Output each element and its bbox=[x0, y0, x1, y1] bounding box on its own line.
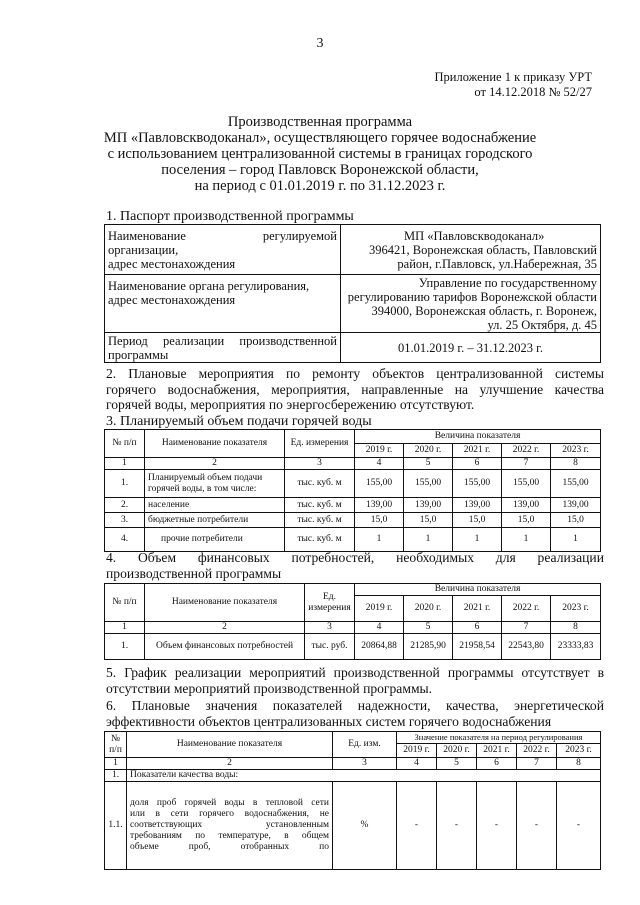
index-row bbox=[105, 622, 601, 634]
value-cell: 23333,83 bbox=[551, 634, 601, 660]
index-cell: 5 bbox=[437, 758, 477, 770]
index-cell: 6 bbox=[453, 622, 502, 634]
row-num: 1.1. bbox=[105, 782, 127, 870]
hot-water-volume-table bbox=[104, 429, 601, 552]
title-line: поселения – город Павловск Воронежской области, bbox=[161, 162, 479, 178]
section-3-heading: 3. Планируемый объем подачи горячей воды bbox=[106, 414, 372, 429]
section-2-text bbox=[106, 366, 604, 413]
table-header-row bbox=[105, 584, 601, 596]
index-cell: 6 bbox=[477, 758, 517, 770]
value-cell: 155,00 bbox=[453, 470, 502, 498]
header-num: № п/п bbox=[105, 430, 145, 458]
value-cell: 15,0 bbox=[502, 513, 551, 528]
row-num: 3. bbox=[105, 513, 145, 528]
year-cell: 2022 г. bbox=[502, 596, 551, 622]
passport-value bbox=[341, 225, 601, 275]
row-name: прочие потребители bbox=[145, 528, 285, 552]
table-row bbox=[105, 528, 601, 552]
passport-value bbox=[341, 275, 601, 333]
index-cell: 1 bbox=[105, 458, 145, 470]
year-cell: 2020 г. bbox=[404, 596, 453, 622]
row-name: Объем финансовых потребностей bbox=[145, 634, 305, 660]
value-cell: 155,00 bbox=[502, 470, 551, 498]
year-cell: 2021 г. bbox=[453, 596, 502, 622]
value-cell: - bbox=[517, 782, 557, 870]
document-title bbox=[80, 114, 560, 194]
label-line: адрес местонахождения bbox=[108, 293, 236, 307]
header-unit: Ед. измерения bbox=[285, 430, 355, 458]
value-cell: - bbox=[437, 782, 477, 870]
row-name: население bbox=[145, 498, 285, 513]
value-cell: - bbox=[397, 782, 437, 870]
index-cell: 3 bbox=[285, 458, 355, 470]
table-row bbox=[105, 782, 601, 870]
row-name bbox=[127, 782, 333, 870]
header-name: Наименование показателя bbox=[127, 732, 333, 758]
table-row bbox=[105, 470, 601, 498]
index-cell: 1 bbox=[105, 758, 127, 770]
title-line: МП «Павловскводоканал», осуществляющего горячее водоснабжение bbox=[103, 130, 537, 146]
row-unit: тыс. руб. bbox=[305, 634, 355, 660]
value-cell: 139,00 bbox=[551, 498, 601, 513]
table-row bbox=[105, 634, 601, 660]
name-line: доля проб горячей воды в тепловой сети bbox=[130, 798, 329, 808]
value-cell: 1 bbox=[551, 528, 601, 552]
passport-label bbox=[105, 225, 341, 275]
value-line: Управление по государственному bbox=[418, 275, 597, 290]
row-num: 1. bbox=[105, 770, 127, 782]
table-header-row bbox=[105, 732, 601, 744]
appendix-line: Приложение 1 к приказу УРТ bbox=[434, 70, 592, 84]
header-group: Значение показателя на период регулирования bbox=[397, 732, 601, 744]
index-cell: 4 bbox=[355, 622, 404, 634]
value-line: МП «Павловскводоканал» bbox=[404, 228, 545, 243]
title-line: на период с 01.01.2019 г. по 31.12.2023 г. bbox=[194, 178, 446, 194]
value-cell: 139,00 bbox=[404, 498, 453, 513]
value-cell: 139,00 bbox=[355, 498, 404, 513]
year-cell: 2021 г. bbox=[477, 744, 517, 758]
header-num: № п/п bbox=[105, 732, 127, 758]
index-cell: 3 bbox=[305, 622, 355, 634]
passport-row bbox=[105, 275, 601, 333]
label-line: Период реализации производственной bbox=[108, 333, 337, 348]
section-5-text bbox=[106, 665, 604, 696]
row-unit: тыс. куб. м bbox=[285, 498, 355, 513]
year-cell: 2019 г. bbox=[355, 596, 404, 622]
year-cell: 2021 г. bbox=[453, 444, 502, 458]
value-cell: 155,00 bbox=[551, 470, 601, 498]
row-num: 1. bbox=[105, 470, 145, 498]
passport-row bbox=[105, 333, 601, 363]
row-unit: тыс. куб. м bbox=[285, 513, 355, 528]
index-cell: 2 bbox=[145, 622, 305, 634]
value-cell: 20864,88 bbox=[355, 634, 404, 660]
table-row bbox=[105, 513, 601, 528]
label-line: адрес местонахождения bbox=[108, 256, 236, 271]
text-line: 5. График реализации мероприятий производственной программы отсутствует в bbox=[106, 665, 604, 680]
reliability-indicators-table bbox=[104, 731, 601, 870]
header-group: Величина показателя bbox=[355, 430, 601, 444]
financial-needs-table bbox=[104, 583, 601, 660]
index-cell: 2 bbox=[127, 758, 333, 770]
row-name bbox=[145, 470, 285, 498]
value-cell: 15,0 bbox=[453, 513, 502, 528]
header-group: Величина показателя bbox=[355, 584, 601, 596]
value-line: 396421, Воронежская область, Павловский bbox=[368, 242, 597, 257]
index-cell: 7 bbox=[502, 622, 551, 634]
text-line: производственной программы bbox=[106, 565, 282, 581]
year-cell: 2019 г. bbox=[397, 744, 437, 758]
index-cell: 7 bbox=[517, 758, 557, 770]
section-1-heading: 1. Паспорт производственной программы bbox=[106, 209, 354, 224]
value-line: регулированию тарифов Воронежской области bbox=[347, 289, 597, 304]
value-cell: 21958,54 bbox=[453, 634, 502, 660]
text-line: эффективности объектов централизованных систем горячего водоснабжения bbox=[106, 713, 552, 729]
label-line: программы bbox=[108, 347, 169, 362]
name-line: объеме проб, отобранных по bbox=[130, 842, 329, 852]
name-line: Планируемый объем подачи bbox=[148, 472, 263, 483]
row-unit: тыс. куб. м bbox=[285, 528, 355, 552]
index-cell: 4 bbox=[355, 458, 404, 470]
index-cell: 8 bbox=[551, 622, 601, 634]
name-line: требованиям по температуре, в общем bbox=[130, 831, 329, 841]
header-unit: Ед. изм. bbox=[333, 732, 397, 758]
value-cell: - bbox=[557, 782, 601, 870]
passport-label bbox=[105, 333, 341, 363]
header-name: Наименование показателя bbox=[145, 430, 285, 458]
value-cell: 21285,90 bbox=[404, 634, 453, 660]
row-num: 1. bbox=[105, 634, 145, 660]
year-cell: 2020 г. bbox=[437, 744, 477, 758]
value-cell: 139,00 bbox=[502, 498, 551, 513]
row-unit: тыс. куб. м bbox=[285, 470, 355, 498]
value-cell: 1 bbox=[355, 528, 404, 552]
passport-label bbox=[105, 275, 341, 333]
section-6-heading bbox=[106, 698, 604, 729]
value-line: 394000, Воронежская область, г. Воронеж, bbox=[371, 303, 597, 318]
row-num: 2. bbox=[105, 498, 145, 513]
value-cell: 139,00 bbox=[453, 498, 502, 513]
page-number: 3 bbox=[316, 36, 324, 51]
index-cell: 6 bbox=[453, 458, 502, 470]
passport-value: 01.01.2019 г. – 31.12.2023 г. bbox=[341, 333, 601, 363]
value-cell: - bbox=[477, 782, 517, 870]
index-cell: 2 bbox=[145, 458, 285, 470]
name-line: соответствующих установленным bbox=[130, 820, 329, 830]
value-cell: 1 bbox=[453, 528, 502, 552]
value-cell: 22543,80 bbox=[502, 634, 551, 660]
name-line: горячей воды, в том числе: bbox=[148, 483, 257, 494]
value-cell: 1 bbox=[404, 528, 453, 552]
value-cell: 155,00 bbox=[355, 470, 404, 498]
index-cell: 8 bbox=[557, 758, 601, 770]
header-name: Наименование показателя bbox=[145, 584, 305, 622]
value-cell: 155,00 bbox=[404, 470, 453, 498]
value-cell: 15,0 bbox=[551, 513, 601, 528]
appendix-reference bbox=[435, 70, 593, 100]
label-line: организации, bbox=[108, 242, 179, 257]
text-line: 4. Объем финансовых потребностей, необходимых для реализации bbox=[106, 550, 604, 565]
text-line: отсутствии мероприятий производственной программы. bbox=[106, 680, 433, 696]
section-4-heading bbox=[106, 550, 604, 581]
text-line: 2. Плановые мероприятия по ремонту объектов централизованной системы bbox=[106, 366, 604, 381]
index-cell: 3 bbox=[333, 758, 397, 770]
group-row bbox=[105, 770, 601, 782]
row-name: Показатели качества воды: bbox=[127, 770, 601, 782]
label-line: Наименование регулируемой bbox=[108, 228, 337, 243]
text-line: горячего водоснабжения, мероприятия, направленные на улучшение качества bbox=[106, 381, 604, 397]
index-cell: 8 bbox=[551, 458, 601, 470]
index-row bbox=[105, 458, 601, 470]
passport-table bbox=[104, 224, 601, 363]
year-cell: 2023 г. bbox=[551, 444, 601, 458]
name-line: или в сети горячего водоснабжения, не bbox=[130, 809, 329, 819]
value-cell: 15,0 bbox=[355, 513, 404, 528]
text-line: горячей воды, мероприятия по энергосбережению отсутствуют. bbox=[106, 397, 475, 412]
index-cell: 1 bbox=[105, 622, 145, 634]
index-cell: 5 bbox=[404, 458, 453, 470]
label-line: Наименование органа регулирования, bbox=[108, 279, 310, 293]
index-row bbox=[105, 758, 601, 770]
value-line: район, г.Павловск, ул.Набережная, 35 bbox=[397, 256, 597, 271]
index-cell: 4 bbox=[397, 758, 437, 770]
value-cell: 1 bbox=[502, 528, 551, 552]
year-cell: 2019 г. bbox=[355, 444, 404, 458]
table-header-row bbox=[105, 430, 601, 444]
title-line: с использованием централизованной системы в границах городского bbox=[107, 146, 533, 162]
index-cell: 5 bbox=[404, 622, 453, 634]
year-cell: 2023 г. bbox=[557, 744, 601, 758]
passport-row bbox=[105, 225, 601, 275]
year-cell: 2020 г. bbox=[404, 444, 453, 458]
year-cell: 2022 г. bbox=[517, 744, 557, 758]
value-cell: 15,0 bbox=[404, 513, 453, 528]
header-unit: Ед. измерения bbox=[305, 584, 355, 622]
value-line: ул. 25 Октября, д. 45 bbox=[487, 317, 597, 332]
index-cell: 7 bbox=[502, 458, 551, 470]
year-cell: 2022 г. bbox=[502, 444, 551, 458]
header-num: № п/п bbox=[105, 584, 145, 622]
row-num: 4. bbox=[105, 528, 145, 552]
row-unit: % bbox=[333, 782, 397, 870]
appendix-date: от 14.12.2018 № 52/27 bbox=[474, 85, 592, 99]
year-cell: 2023 г. bbox=[551, 596, 601, 622]
text-line: 6. Плановые значения показателей надежности, качества, энергетической bbox=[106, 698, 604, 713]
title-line: Производственная программа bbox=[227, 114, 413, 130]
table-row bbox=[105, 498, 601, 513]
row-name: бюджетные потребители bbox=[145, 513, 285, 528]
